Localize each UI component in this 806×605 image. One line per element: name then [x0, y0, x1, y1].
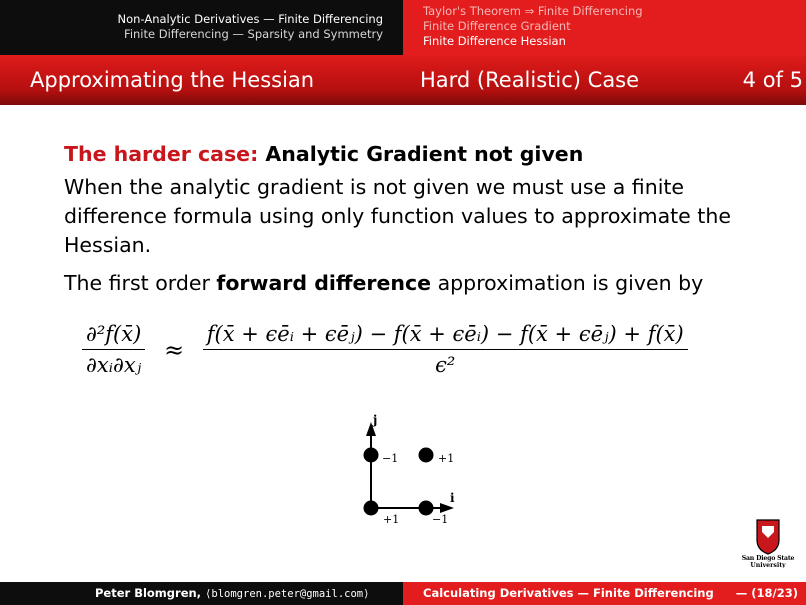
stencil-label-top-right: +1	[438, 452, 455, 465]
formula-approx-sign: ≈	[163, 335, 185, 364]
frame-title-bar	[0, 55, 806, 105]
frame-title: Approximating the Hessian	[30, 68, 315, 92]
nav-subsection-hessian[interactable]: Finite Difference Hessian	[423, 34, 566, 48]
subsection-navigation	[403, 0, 806, 55]
stencil-label-bottom-right: −1	[432, 513, 449, 526]
footer-email: ⟨blomgren.peter@gmail.com⟩	[205, 588, 370, 600]
logo-line-2: University	[750, 562, 786, 568]
nav-subsection-gradient[interactable]: Finite Difference Gradient	[423, 19, 571, 33]
paragraph-2-bold: forward difference	[216, 271, 432, 295]
nav-section-next[interactable]: Finite Differencing — Sparsity and Symmetry	[124, 27, 383, 41]
footer	[0, 582, 806, 605]
stencil-node-bottom-left	[364, 501, 379, 516]
footer-title: Calculating Derivatives — Finite Differencing	[423, 586, 714, 600]
stencil-node-top-left	[364, 448, 379, 463]
paragraph-2-post: approximation is given by	[431, 271, 704, 295]
section-navigation	[0, 0, 403, 55]
formula-rhs-denominator: ϵ²	[435, 353, 456, 377]
axis-i-label: i	[450, 491, 455, 505]
top-navigation	[0, 0, 806, 55]
headline-text: Analytic Gradient not given	[265, 142, 584, 166]
hessian-formula	[82, 322, 688, 377]
formula-rhs	[203, 322, 688, 377]
stencil-label-top-left: −1	[382, 452, 399, 465]
paragraph-2-pre: The first order	[64, 271, 217, 295]
footer-author	[95, 586, 369, 600]
stencil-node-top-right	[419, 448, 434, 463]
nav-section-current[interactable]: Non-Analytic Derivatives — Finite Differencing	[117, 12, 383, 26]
formula-lhs	[82, 322, 145, 377]
footer-right	[403, 582, 806, 605]
paragraph-1: When the analytic gradient is not given we must use a finite difference formula using only function values to approximate the Hessian.	[64, 175, 731, 257]
slide-content	[64, 140, 764, 298]
headline	[64, 140, 764, 169]
nav-subsection-taylor[interactable]: Taylor's Theorem ⇒ Finite Differencing	[423, 4, 643, 18]
axis-j-label: j	[373, 413, 378, 427]
formula-lhs-numerator: ∂²f(x̄)	[82, 322, 145, 350]
footer-left	[0, 582, 403, 605]
footer-page-number: — (18/23)	[735, 586, 798, 600]
headline-label: The harder case:	[64, 142, 259, 166]
footer-author-name: Peter Blomgren,	[95, 586, 206, 600]
frame-counter: 4 of 5	[742, 68, 803, 92]
stencil-label-bottom-left: +1	[383, 513, 400, 526]
formula-lhs-denominator: ∂xᵢ∂xⱼ	[86, 353, 142, 377]
stencil-diagram	[350, 410, 470, 530]
university-logo	[735, 518, 801, 568]
frame-subtitle: Hard (Realistic) Case	[420, 68, 640, 92]
paragraph-2	[64, 269, 764, 298]
formula-rhs-numerator: f(x̄ + ϵēᵢ + ϵēⱼ) − f(x̄ + ϵēᵢ) − f(x̄ + ϵēⱼ) + f(x̄)	[203, 322, 688, 350]
logo-line-1: San Diego State	[741, 555, 795, 562]
